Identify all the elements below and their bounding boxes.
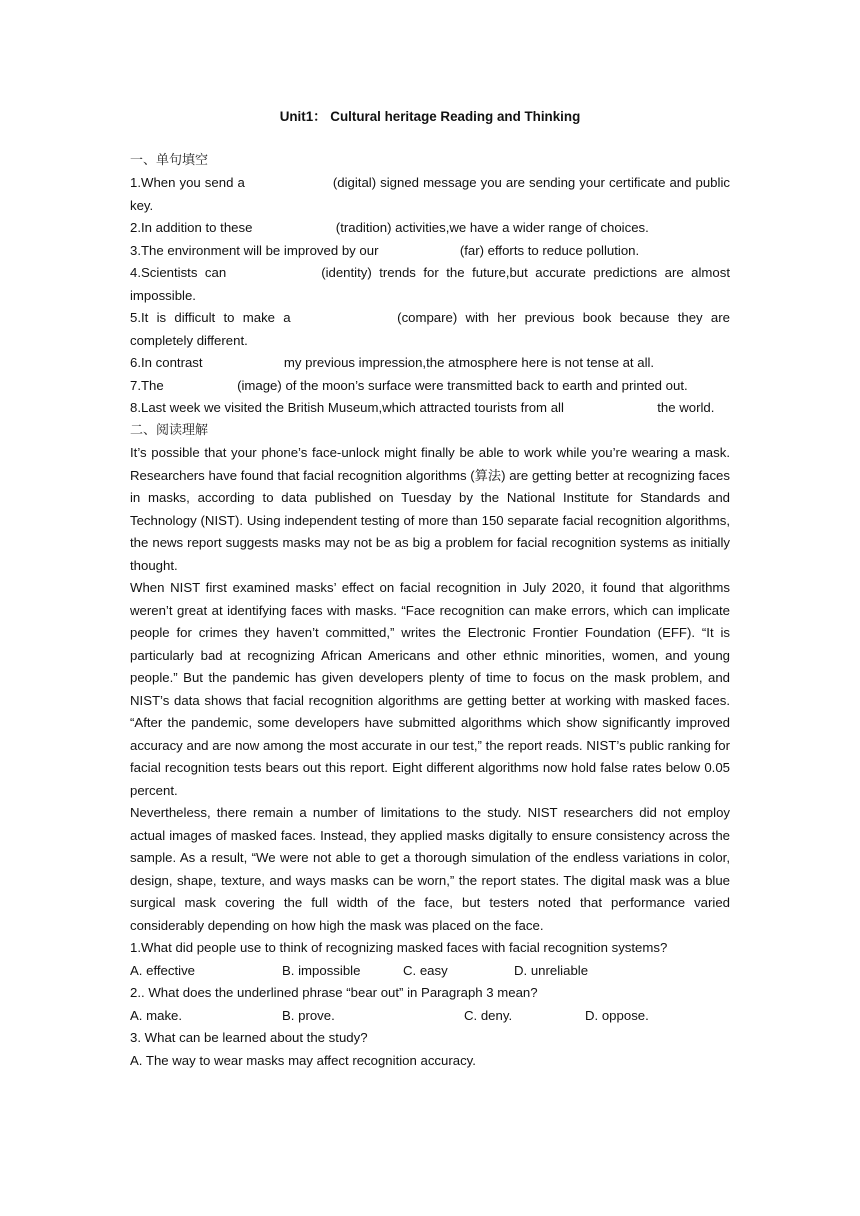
page-title: Unit1： Cultural heritage Reading and Thinking [279, 109, 581, 124]
document-page [130, 106, 730, 1072]
reading-paragraph-2: When NIST first examined masks’ effect on facial recognition in July 2020, it found that algorithms weren’t great at identifying faces with masks. “Face recognition can make errors, which can implicate people for crimes they haven’t committed,” writes the Electronic Frontier Foundation (EFF). “It is particularly bad at recognizing African Americans and other ethnic minorities, women, and young people.” But the pandemic has given developers plenty of time to focus on the mask problem, and NIST’s data shows that facial recognition algorithms are getting better at working with masked faces. “After the pandemic, some developers have submitted algorithms which show significantly improved accuracy and are now among the most accurate in our test,” the report reads. NIST’s public ranking for facial recognition tests bears out this report. Eight different algorithms now hold false rates below 0.05 percent. [130, 580, 730, 798]
section-heading-reading: 二、阅读理解 [130, 422, 209, 438]
option-a: A. make. [130, 1007, 183, 1023]
fill-item-4 [130, 262, 730, 307]
fill-item-text: my previous impression,the atmosphere here is not tense at all. [283, 355, 655, 370]
fill-item-1 [130, 172, 730, 217]
option-d: D. unreliable [514, 962, 589, 978]
fill-item-text: 8.Last week we visited the British Museum,which attracted tourists from all [130, 400, 564, 415]
question-3-option-a: A. The way to wear masks may affect recognition accuracy. [130, 1052, 476, 1068]
section-heading-fill: 一、单句填空 [130, 152, 209, 168]
fill-item-text: 5.It is difficult to make a [130, 310, 291, 325]
fill-item-text: (compare) with her previous book because they are completely different. [130, 310, 730, 348]
fill-item-7 [130, 375, 730, 398]
fill-item-text: (image) of the moon’s surface were transmitted back to earth and printed out. [237, 377, 688, 393]
reading-paragraph-3: Nevertheless, there remain a number of limitations to the study. NIST researchers did not employ actual images of masked faces. Instead, they applied masks digitally to ensure consistency across the sample. As a result, “We were not able to get a thorough simulation of the endless variations in color, design, shape, texture, and ways masks can be worn,” the report states. The digital mask was a blue surgical mask covering the full width of the face, but testers noted that performance varied considerably depending on how high the mask was placed on the face. [130, 805, 730, 933]
reading-paragraph-1: It’s possible that your phone’s face-unlock might finally be able to work while you’re wearing a mask. Researchers have found that facial recognition algorithms (算法) are getting better at recognizing faces in masks, according to data published on Tuesday by the National Institute for Standards and Technology (NIST). Using independent testing of more than 150 separate facial recognition algorithms, the news report suggests masks may not be as big a problem for facial recognition systems as initially thought. [130, 445, 730, 573]
fill-item-8 [130, 397, 730, 420]
fill-item-5 [130, 307, 730, 352]
fill-item-text: 4.Scientists can [130, 265, 227, 280]
fill-item-6 [130, 352, 730, 375]
fill-item-text: 2.In addition to these [130, 220, 253, 235]
fill-item-text: (identity) trends for the future,but accurate predictions are almost impossible. [130, 265, 731, 303]
fill-item-text: 3.The environment will be improved by our [130, 242, 379, 258]
fill-item-text: (digital) signed message you are sending your certificate and public key. [130, 175, 730, 213]
fill-item-text: (far) efforts to reduce pollution. [459, 242, 640, 258]
fill-item-text: 1.When you send a [130, 175, 245, 190]
question-1: 1.What did people use to think of recognizing masked faces with facial recognition systems? [130, 940, 668, 955]
fill-item-text: (tradition) activities,we have a wider range of choices. [335, 220, 649, 235]
fill-item-2 [130, 217, 730, 240]
fill-item-text: the world. [657, 400, 715, 415]
fill-item-3 [130, 240, 730, 263]
question-3: 3. What can be learned about the study? [130, 1030, 368, 1045]
option-b: B. impossible [282, 962, 361, 978]
option-c: C. easy [403, 962, 448, 978]
question-2: 2.. What does the underlined phrase “bear out” in Paragraph 3 mean? [130, 985, 538, 1000]
option-a: A. effective [130, 962, 195, 978]
fill-item-text: 7.The [130, 377, 164, 393]
option-c: C. deny. [464, 1007, 513, 1023]
question-2-options [130, 1005, 730, 1028]
fill-item-text: 6.In contrast [130, 355, 203, 370]
option-b: B. prove. [282, 1007, 335, 1023]
option-d: D. oppose. [585, 1007, 649, 1023]
question-1-options [130, 960, 730, 983]
